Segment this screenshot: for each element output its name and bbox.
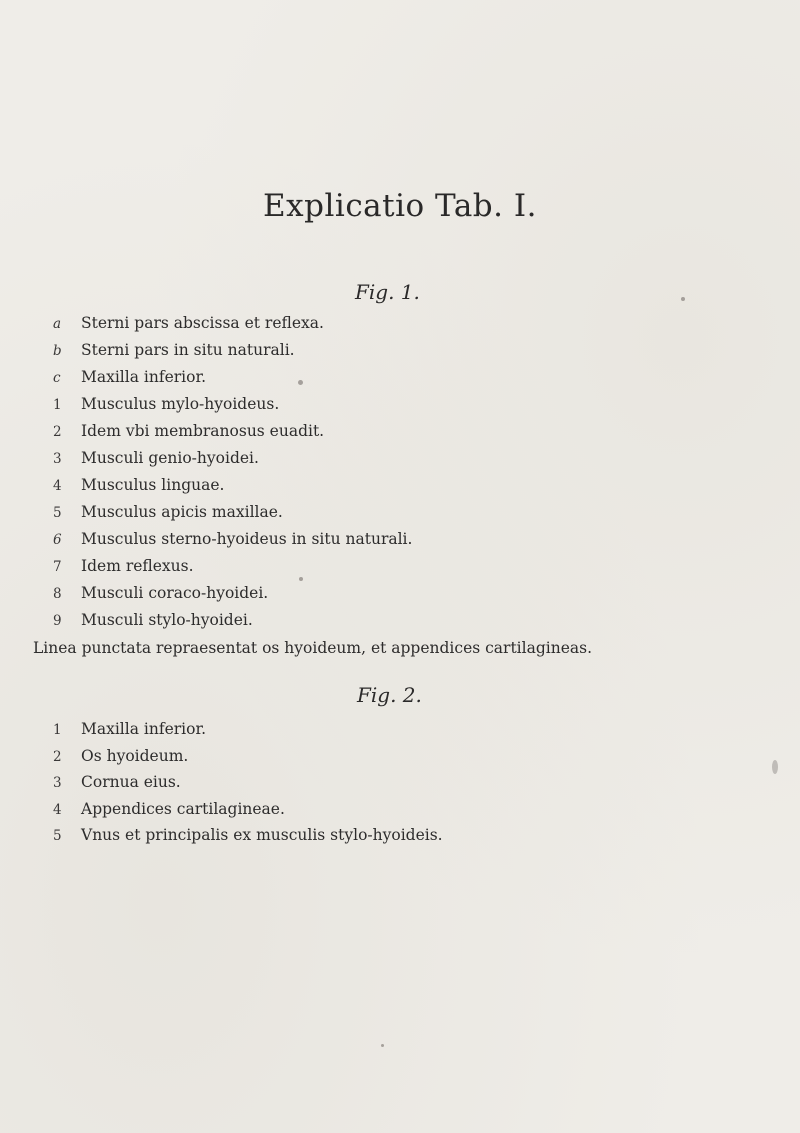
legend-text: Sterni pars abscissa et reflexa. (81, 314, 324, 332)
legend-key: 5 (53, 828, 62, 844)
legend-key: 2 (53, 748, 62, 765)
legend-text: Musculi coraco-hyoidei. (81, 584, 269, 602)
legend-key: 8 (53, 586, 62, 602)
legend-item (53, 499, 592, 526)
legend-key: 1 (53, 397, 62, 413)
fig1-legend (33, 310, 592, 663)
paper-speck (681, 297, 685, 301)
legend-text: Vnus et principalis ex musculis stylo-hyoideis. (81, 826, 443, 844)
legend-item (53, 526, 592, 553)
legend-item (53, 418, 592, 445)
legend-key: a (53, 316, 62, 332)
legend-item (53, 607, 592, 634)
paper-speck (299, 577, 303, 581)
legend-item (53, 337, 592, 364)
legend-text: Maxilla inferior. (81, 368, 207, 386)
paper-speck (381, 1044, 384, 1047)
legend-key: 3 (53, 775, 62, 791)
legend-item (53, 716, 443, 743)
legend-item (53, 391, 592, 418)
legend-key: c (53, 370, 61, 386)
fig1-note: Linea punctata repraesentat os hyoideum, et appendices cartilagineas. (33, 639, 592, 657)
legend-text: Musculi stylo-hyoidei. (81, 611, 253, 629)
legend-item (53, 580, 592, 607)
paper-speck (772, 760, 778, 774)
legend-item (53, 310, 592, 337)
legend-text: Musculus mylo-hyoideus. (81, 395, 280, 413)
legend-text: Musculus linguae. (81, 476, 225, 494)
fig2-legend (53, 716, 443, 849)
page-title: Explicatio Tab. I. (263, 188, 537, 224)
legend-key: 6 (53, 532, 62, 548)
legend-key: 4 (53, 801, 62, 818)
legend-item (53, 769, 443, 796)
legend-item (53, 472, 592, 499)
legend-key: 1 (53, 722, 62, 738)
legend-item (53, 364, 592, 391)
legend-text: Maxilla inferior. (81, 720, 207, 738)
fig2-heading: Fig. 2. (357, 683, 422, 707)
legend-key: 7 (53, 559, 62, 575)
legend-text: Musculus apicis maxillae. (81, 503, 283, 521)
legend-item (53, 553, 592, 580)
paper-speck (298, 380, 303, 385)
legend-text: Idem vbi membranosus euadit. (81, 422, 325, 440)
legend-text: Cornua eius. (81, 773, 181, 791)
fig1-heading: Fig. 1. (355, 280, 420, 304)
legend-text: Idem reflexus. (81, 557, 194, 575)
legend-key: 4 (53, 478, 62, 494)
legend-key: b (53, 343, 62, 359)
legend-item (53, 743, 443, 770)
legend-text: Musculi genio-hyoidei. (81, 449, 259, 467)
legend-text: Sterni pars in situ naturali. (81, 341, 295, 359)
legend-key: 5 (53, 505, 62, 521)
legend-text: Os hyoideum. (81, 746, 189, 765)
legend-text: Musculus sterno-hyoideus in situ naturali. (81, 530, 413, 548)
legend-key: 2 (53, 424, 62, 440)
legend-item (53, 822, 443, 849)
legend-key: 9 (53, 613, 62, 629)
legend-item (53, 445, 592, 472)
legend-item (53, 796, 443, 823)
legend-text: Appendices cartilagineae. (81, 799, 285, 818)
legend-key: 3 (53, 451, 62, 467)
